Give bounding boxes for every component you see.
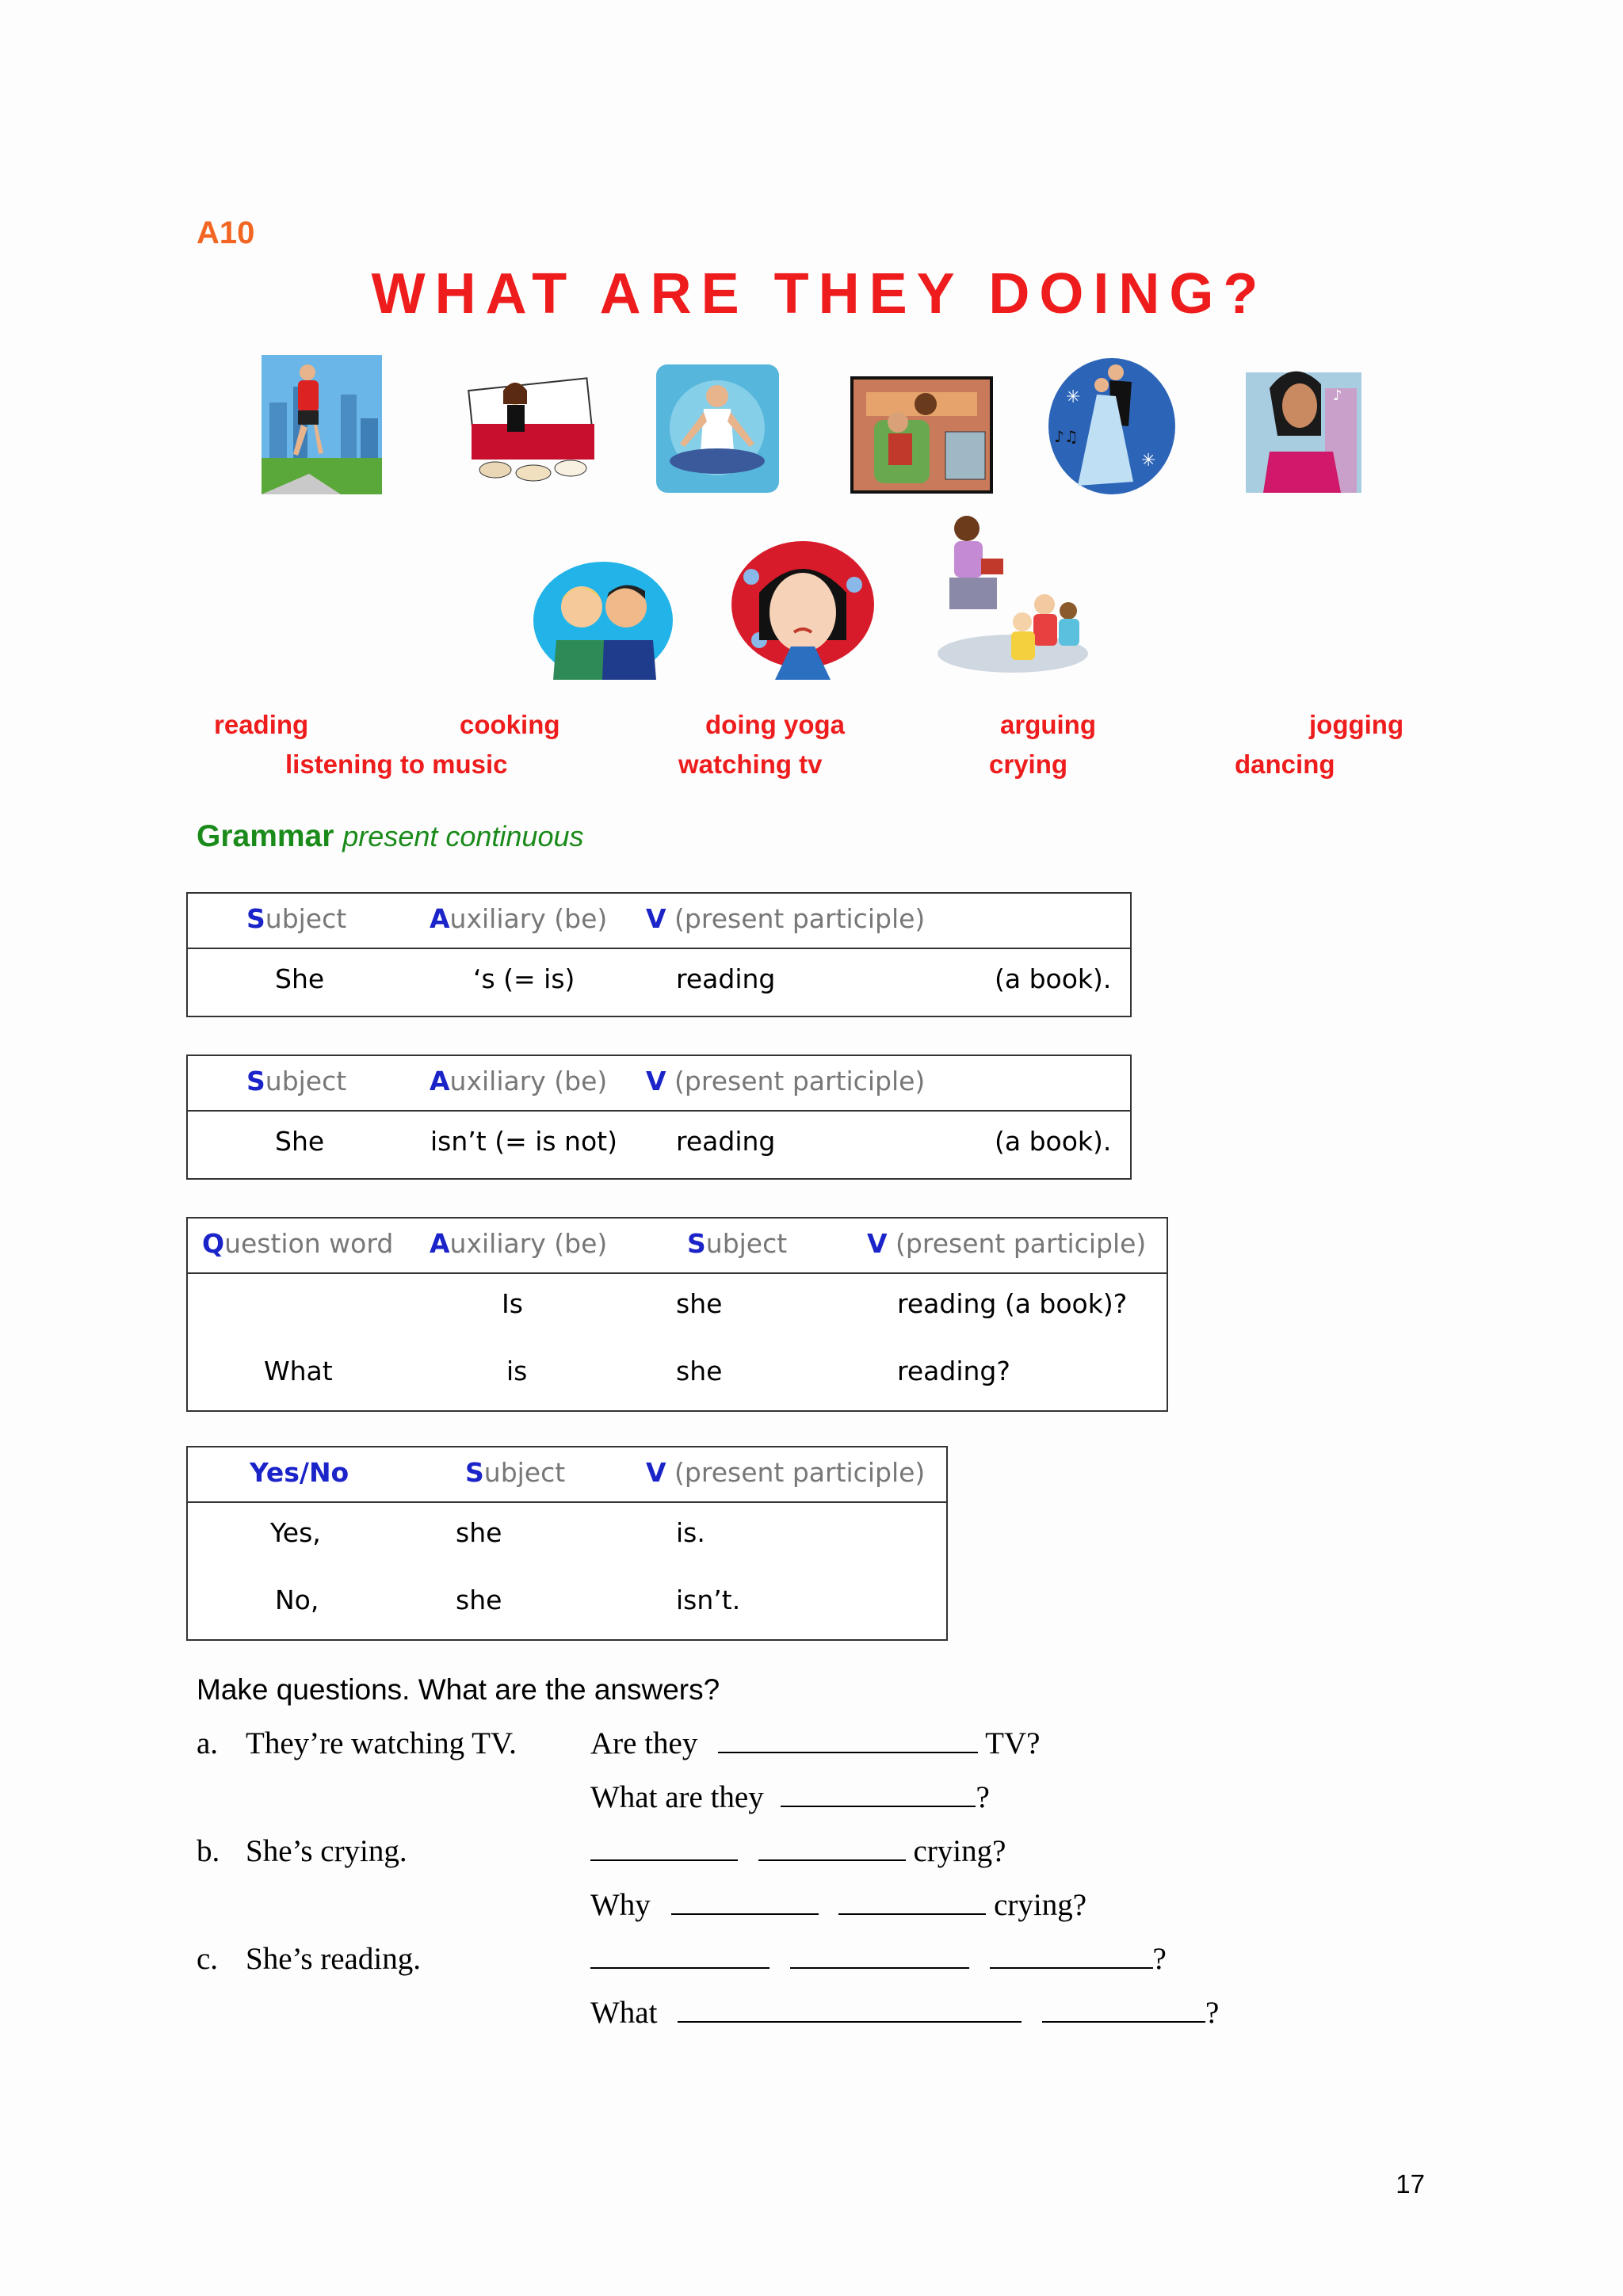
question-text: ? (976, 1780, 990, 1814)
affirmative-table (186, 892, 1132, 1017)
dancing-couple-image (1046, 355, 1178, 498)
answer-blank[interactable] (590, 1836, 738, 1861)
question-line (590, 1995, 1219, 2031)
table-cell: She (275, 963, 325, 994)
jogging-man-image (262, 355, 382, 494)
svg-text:♪♫: ♪♫ (1054, 427, 1079, 446)
question-text: crying? (994, 1888, 1087, 1922)
grammar-topic: present continuous (342, 820, 584, 852)
vocab-word: doing yoga (705, 710, 845, 739)
table-cell: (a book). (995, 1126, 1112, 1157)
answer-blank[interactable] (1042, 1997, 1205, 2023)
table-cell: she (676, 1288, 723, 1319)
page-title: WHAT ARE THEY DOING? (371, 262, 1268, 326)
listening-music-image (1246, 357, 1361, 493)
question-text: crying? (913, 1834, 1006, 1868)
question-table (186, 1217, 1168, 1412)
answer-blank[interactable] (758, 1836, 906, 1861)
answer-blank[interactable] (838, 1890, 986, 1915)
unit-code: A10 (197, 215, 255, 250)
answer-blank[interactable] (590, 1943, 769, 1969)
answer-blank[interactable] (790, 1943, 969, 1969)
exercise-letter: a. (197, 1726, 219, 1760)
question-text: TV? (985, 1726, 1041, 1760)
answer-blank[interactable] (781, 1782, 976, 1807)
table-cell: (a book). (995, 963, 1112, 994)
answer-blank[interactable] (718, 1728, 978, 1753)
exercise-sentence: They’re watching TV. (246, 1726, 517, 1760)
table-cell: Is (502, 1288, 523, 1319)
table-cell: reading (a book)? (897, 1288, 1128, 1319)
reading-teacher-image (926, 511, 1092, 677)
header-subject: Subject (246, 903, 347, 934)
table-cell: is. (676, 1517, 705, 1548)
question-line (590, 1887, 1086, 1923)
header-subject: Subject (246, 1066, 347, 1097)
question-text: ? (1152, 1942, 1167, 1976)
table-cell: reading? (897, 1356, 1010, 1386)
page-number: 17 (1396, 2169, 1425, 2199)
cooking-woman-image (464, 368, 598, 487)
header-subject: Subject (465, 1457, 566, 1488)
exercise-sentence: She’s reading. (246, 1942, 421, 1976)
vocab-word: crying (989, 749, 1068, 779)
question-text: ? (1205, 1996, 1220, 2030)
header-yes-no: Yes/No (250, 1457, 349, 1488)
question-line (590, 1833, 1006, 1869)
question-text: What are they (590, 1780, 764, 1814)
answer-blank[interactable] (990, 1943, 1153, 1969)
vocab-word: dancing (1235, 749, 1335, 779)
header-verb: V (present participle) (646, 1457, 926, 1488)
short-answer-table (186, 1446, 948, 1641)
vocab-word: arguing (1000, 710, 1096, 739)
header-auxiliary: Auxiliary (be) (430, 903, 608, 934)
question-line (590, 1941, 1167, 1977)
question-line (590, 1779, 990, 1815)
yoga-man-image (656, 364, 779, 493)
table-cell: She (275, 1126, 325, 1157)
header-auxiliary: Auxiliary (be) (430, 1066, 608, 1097)
grammar-heading (197, 819, 584, 854)
table-cell: Yes, (270, 1517, 321, 1548)
question-text: Why (590, 1888, 651, 1922)
table-cell: is (506, 1356, 528, 1386)
watching-tv-image (850, 376, 993, 494)
vocab-word: jogging (1309, 710, 1404, 739)
vocab-word: reading (214, 710, 309, 739)
table-cell: isn’t (= is not) (430, 1126, 617, 1157)
answer-blank[interactable] (678, 1997, 1022, 2023)
table-cell: reading (676, 1126, 776, 1157)
svg-text:✳: ✳ (1066, 387, 1081, 407)
crying-woman-image (727, 537, 878, 680)
vocab-word: cooking (460, 710, 560, 739)
question-text: What (590, 1996, 658, 2030)
table-cell: she (676, 1356, 723, 1386)
question-line (590, 1726, 1040, 1761)
table-cell: What (264, 1356, 333, 1386)
header-question-word: Question word (202, 1228, 394, 1259)
table-cell: reading (676, 963, 776, 994)
header-subject: Subject (687, 1228, 788, 1259)
exercise-letter: b. (197, 1834, 220, 1868)
exercise-letter: c. (197, 1942, 219, 1976)
header-verb: V (present participle) (646, 1066, 926, 1097)
answer-blank[interactable] (671, 1890, 819, 1915)
svg-text:♪: ♪ (1333, 387, 1342, 404)
vocab-word: watching tv (678, 749, 823, 779)
question-text: Are they (590, 1726, 698, 1760)
exercise-instruction: Make questions. What are the answers? (197, 1673, 720, 1706)
exercise-sentence: She’s crying. (246, 1834, 407, 1868)
header-verb: V (present participle) (646, 903, 926, 934)
header-auxiliary: Auxiliary (be) (430, 1228, 608, 1259)
vocab-word: listening to music (285, 749, 508, 779)
table-cell: she (456, 1517, 502, 1548)
svg-text:✳: ✳ (1141, 451, 1156, 471)
grammar-label: Grammar (197, 819, 334, 853)
header-verb: V (present participle) (867, 1228, 1147, 1259)
table-cell: isn’t. (676, 1585, 741, 1615)
table-cell: she (456, 1585, 502, 1615)
arguing-men-image (533, 561, 674, 680)
negative-table (186, 1055, 1132, 1180)
table-cell: ‘s (= is) (473, 963, 575, 994)
table-cell: No, (275, 1585, 319, 1615)
